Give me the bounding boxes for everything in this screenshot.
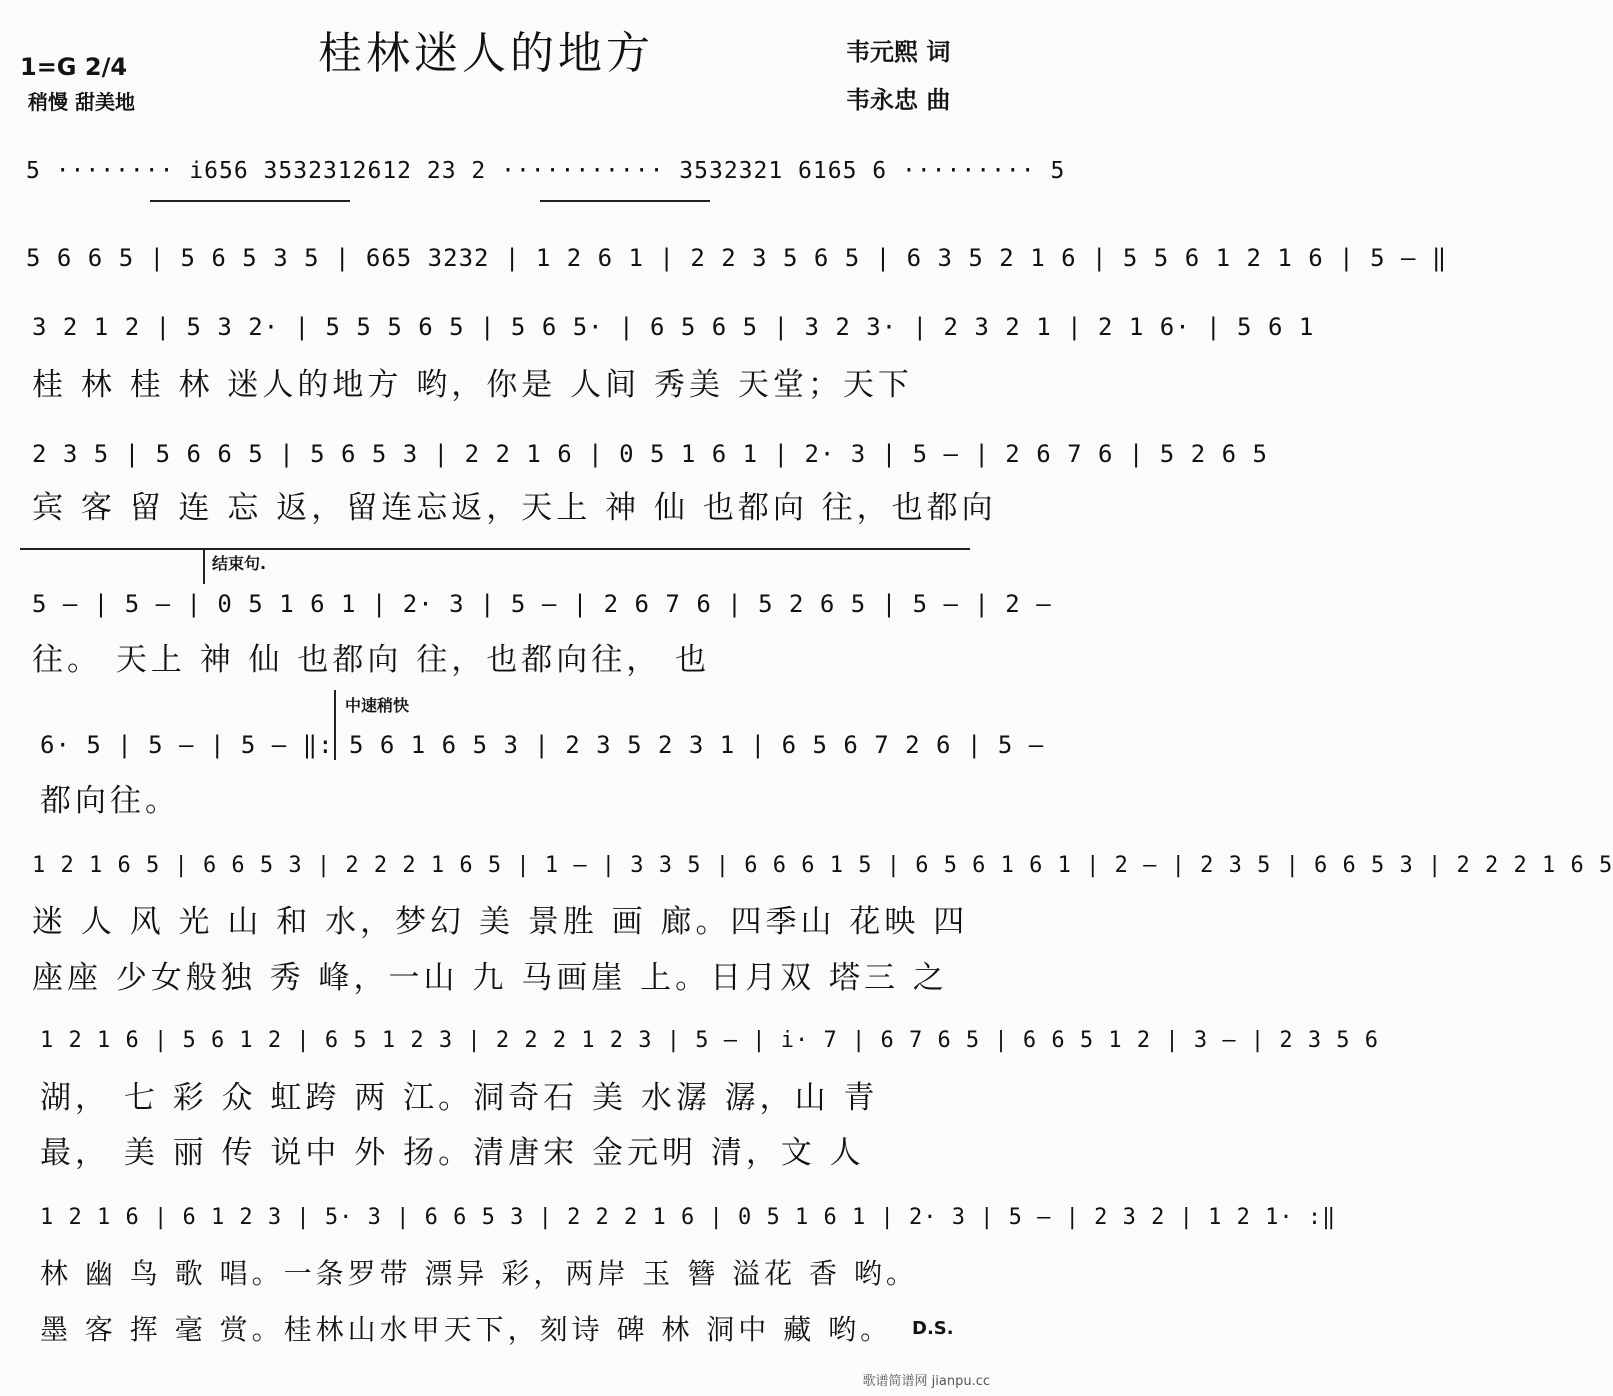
lyrics-line-5: 迷 人 风 光 山 和 水，梦幻 美 景胜 画 廊。四季山 花映 四 <box>32 904 969 940</box>
lyrics-line-3: 往。 天上 神 仙 也都向 往，也都向往， 也 <box>32 642 711 678</box>
key-signature: 1=G 2/4 <box>20 53 128 81</box>
notation-line-7: 1 2 1 6 5 | 6 6 5 3 | 2 2 2 1 6 5 | 1 — | 3 3 5 | 6 6 6 1 5 | 6 5 6 1 6 1 | 2 — | 2 3 5 | 6 6 5 3 | 2 2 2 1 6 5 <box>32 853 1613 878</box>
lyrics-line-7: 湖， 七 彩 众 虹跨 两 江。洞奇石 美 水潺 潺，山 青 <box>40 1080 879 1116</box>
notation-line-3: 3 2 1 2 | 5 3 2· | 5 5 5 6 5 | 5 6 5· | 6 5 6 5 | 3 2 3· | 2 3 2 1 | 2 1 6· | 5 6 1 <box>32 313 1315 341</box>
notation-line-4: 2 3 5 | 5 6 6 5 | 5 6 5 3 | 2 2 1 6 | 0 5 1 6 1 | 2· 3 | 5 — | 2 6 7 6 | 5 2 6 5 <box>32 440 1268 468</box>
lyricist-credit: 韦元熙 词 <box>846 38 951 66</box>
beam-underline <box>150 200 350 202</box>
lyrics-line-1: 桂 林 桂 林 迷人的地方 哟，你是 人间 秀美 天堂；天下 <box>32 367 913 403</box>
lyrics-line-2: 宾 客 留 连 忘 返，留连忘返，天上 神 仙 也都向 往，也都向 <box>32 490 997 526</box>
beam-underline <box>540 200 710 202</box>
page-title: 桂林迷人的地方 <box>318 28 654 79</box>
section-divider <box>20 548 970 550</box>
lyrics-line-6: 座座 少女般独 秀 峰，一山 九 马画崖 上。日月双 塔三 之 <box>32 960 948 996</box>
lyrics-line-9: 林 幽 鸟 歌 唱。一条罗带 漂异 彩，两岸 玉 簪 溢花 香 哟。 <box>40 1257 918 1290</box>
ending-label: 结束句. <box>212 554 267 573</box>
notation-line-6: 6· 5 | 5 — | 5 — ‖: 5 6 1 6 5 3 | 2 3 5 2 3 1 | 6 5 6 7 2 6 | 5 — <box>40 731 1045 759</box>
ending-bracket <box>203 548 205 584</box>
lyrics-line-4: 都向往。 <box>40 783 180 819</box>
tempo-change-label: 中速稍快 <box>345 696 410 715</box>
notation-line-1: 5 ········ i656 3532312612 23 2 ··········· 3532321 6165 6 ········· 5 <box>26 158 1066 184</box>
composer-credit: 韦永忠 曲 <box>846 86 951 114</box>
tempo-marking: 稍慢 甜美地 <box>28 90 135 114</box>
lyrics-line-8: 最， 美 丽 传 说中 外 扬。清唐宋 金元明 清，文 人 <box>40 1135 865 1171</box>
notation-line-2: 5 6 6 5 | 5 6 5 3 5 | 665 3232 | 1 2 6 1 | 2 2 3 5 6 5 | 6 3 5 2 1 6 | 5 5 6 1 2 1 6 | 5 — ‖ <box>26 244 1448 272</box>
notation-line-5: 5 — | 5 — | 0 5 1 6 1 | 2· 3 | 5 — | 2 6 7 6 | 5 2 6 5 | 5 — | 2 — <box>32 590 1052 618</box>
lyrics-line-10: 墨 客 挥 毫 赏。桂林山水甲天下，刻诗 碑 林 洞中 藏 哟。 <box>40 1313 893 1346</box>
ds-mark: D.S. <box>912 1318 954 1339</box>
notation-line-9: 1 2 1 6 | 6 1 2 3 | 5· 3 | 6 6 5 3 | 2 2 2 1 6 | 0 5 1 6 1 | 2· 3 | 5 — | 2 3 2 | 1 2 1· :‖ <box>40 1205 1337 1230</box>
site-watermark: 歌谱简谱网 jianpu.cc <box>862 1374 990 1389</box>
notation-line-8: 1 2 1 6 | 5 6 1 2 | 6 5 1 2 3 | 2 2 2 1 2 3 | 5 — | i· 7 | 6 7 6 5 | 6 6 5 1 2 | 3 — | 2 3 5 6 <box>40 1028 1380 1053</box>
